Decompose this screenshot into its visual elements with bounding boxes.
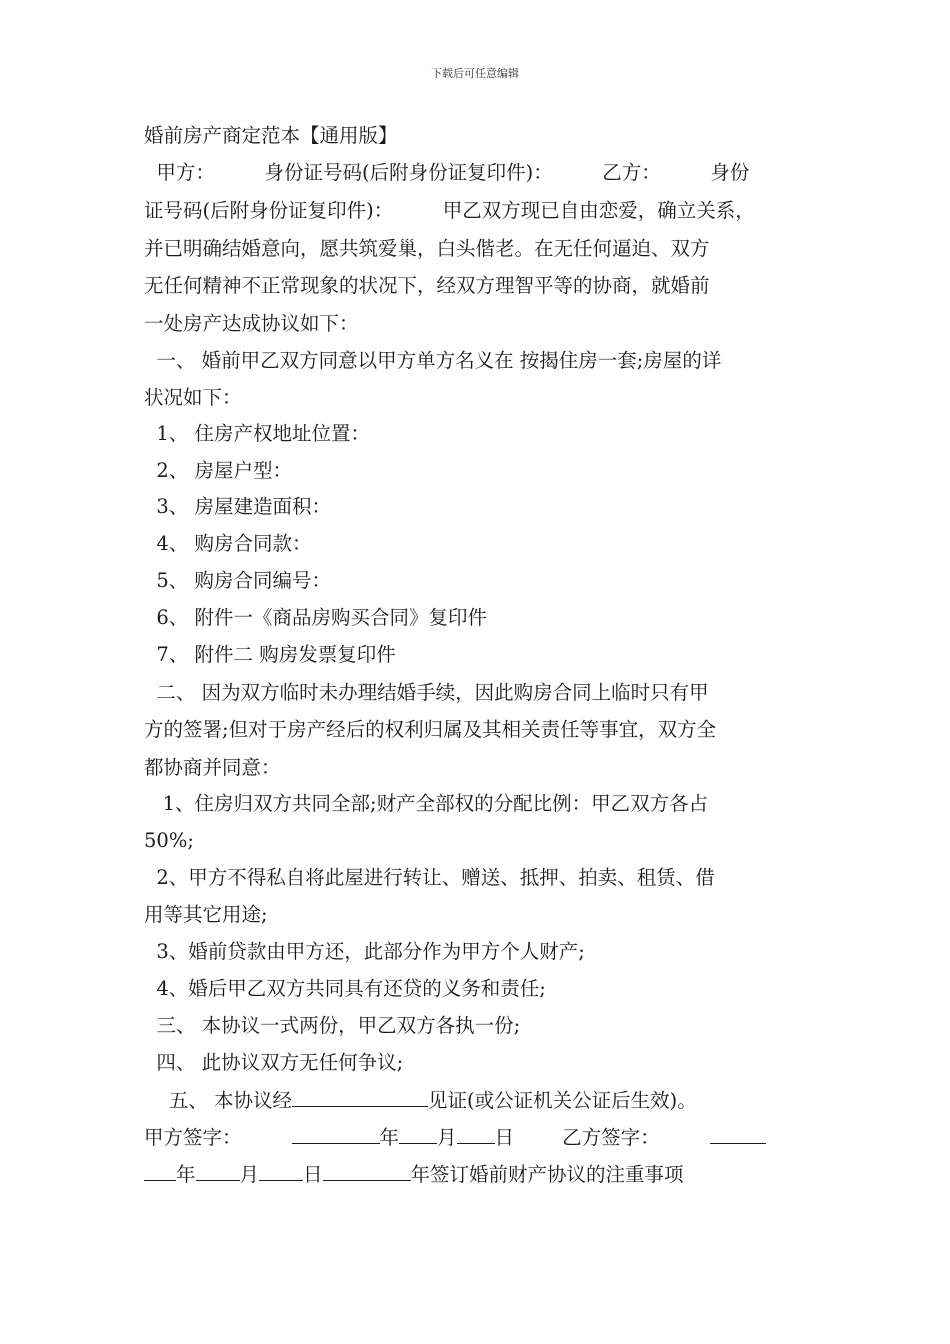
section-four-line: 四、 此协议双方无任何争议; <box>144 1051 404 1074</box>
document-title: 婚前房产商定范本【通用版】 <box>144 124 398 147</box>
list-item: 50%; <box>144 829 194 852</box>
year-label: 年 <box>379 1126 400 1149</box>
paragraph-line: 证号码(后附身份证复印件)： 甲乙双方现已自由恋爱，确立关系， <box>144 199 755 222</box>
list-item: 2、甲方不得私自将此屋进行转让、赠送、抵押、拍卖、租赁、借 <box>144 866 715 889</box>
witness-blank <box>292 1085 428 1107</box>
month-label: 月 <box>437 1126 457 1149</box>
signature-blank <box>144 1159 176 1181</box>
party-b-signature-label: 乙方签字： <box>562 1126 660 1149</box>
signature-blank <box>710 1122 766 1144</box>
list-item: 4、 购房合同款： <box>144 532 312 555</box>
paragraph-line: 一处房产达成协议如下： <box>144 312 359 335</box>
paragraph-line: 甲方： 身份证号码(后附身份证复印件)： 乙方： 身份 <box>144 161 750 184</box>
day-blank <box>457 1122 495 1144</box>
signature-blank <box>292 1122 380 1144</box>
section-two-line: 都协商并同意： <box>144 756 281 779</box>
year-blank <box>323 1159 411 1181</box>
section-two-line: 方的签署;但对于房产经后的权利归属及其相关责任等事宜，双方全 <box>144 718 717 741</box>
trailing-text: 年签订婚前财产协议的注重事项 <box>410 1163 684 1186</box>
day-label: 日 <box>303 1163 323 1186</box>
list-item: 5、 购房合同编号： <box>144 569 332 592</box>
list-item: 1、 住房产权地址位置： <box>144 422 371 445</box>
section-one-line: 状况如下： <box>144 386 242 409</box>
section-five-line <box>144 1085 697 1116</box>
section-three-line: 三、 本协议一式两份，甲乙双方各执一份; <box>144 1014 521 1037</box>
section-five-prefix: 五、 本协议经 <box>144 1089 292 1112</box>
list-item: 3、 房屋建造面积： <box>144 495 332 518</box>
month-label: 月 <box>239 1163 260 1186</box>
list-item: 6、 附件一《商品房购买合同》复印件 <box>144 606 488 629</box>
year-label: 年 <box>176 1163 196 1186</box>
section-two-line: 二、 因为双方临时未办理结婚手续，因此购房合同上临时只有甲 <box>144 681 709 704</box>
month-blank <box>196 1159 240 1181</box>
signature-line <box>144 1122 766 1153</box>
month-blank <box>399 1122 437 1144</box>
list-item: 4、婚后甲乙双方共同具有还贷的义务和责任; <box>144 977 546 1000</box>
signature-date-line <box>144 1159 684 1190</box>
page-header-note: 下载后可任意编辑 <box>431 67 519 80</box>
day-blank <box>259 1159 303 1181</box>
paragraph-line: 无任何精神不正常现象的状况下，经双方理智平等的协商，就婚前 <box>144 274 710 297</box>
paragraph-line: 并已明确结婚意向，愿共筑爱巢，白头偕老。在无任何逼迫、双方 <box>144 237 710 260</box>
day-label: 日 <box>494 1126 515 1149</box>
section-five-suffix: 见证(或公证机关公证后生效)。 <box>428 1089 697 1112</box>
list-item: 2、 房屋户型： <box>144 459 293 482</box>
list-item: 1、住房归双方共同全部;财产全部权的分配比例：甲乙双方各占 <box>144 792 709 815</box>
section-one-line: 一、 婚前甲乙双方同意以甲方单方名义在 按揭住房一套;房屋的详 <box>144 349 722 372</box>
party-a-signature-label: 甲方签字： <box>144 1126 242 1149</box>
list-item: 用等其它用途; <box>144 903 268 926</box>
list-item: 7、 附件二 购房发票复印件 <box>144 643 396 666</box>
list-item: 3、婚前贷款由甲方还，此部分作为甲方个人财产; <box>144 940 585 963</box>
